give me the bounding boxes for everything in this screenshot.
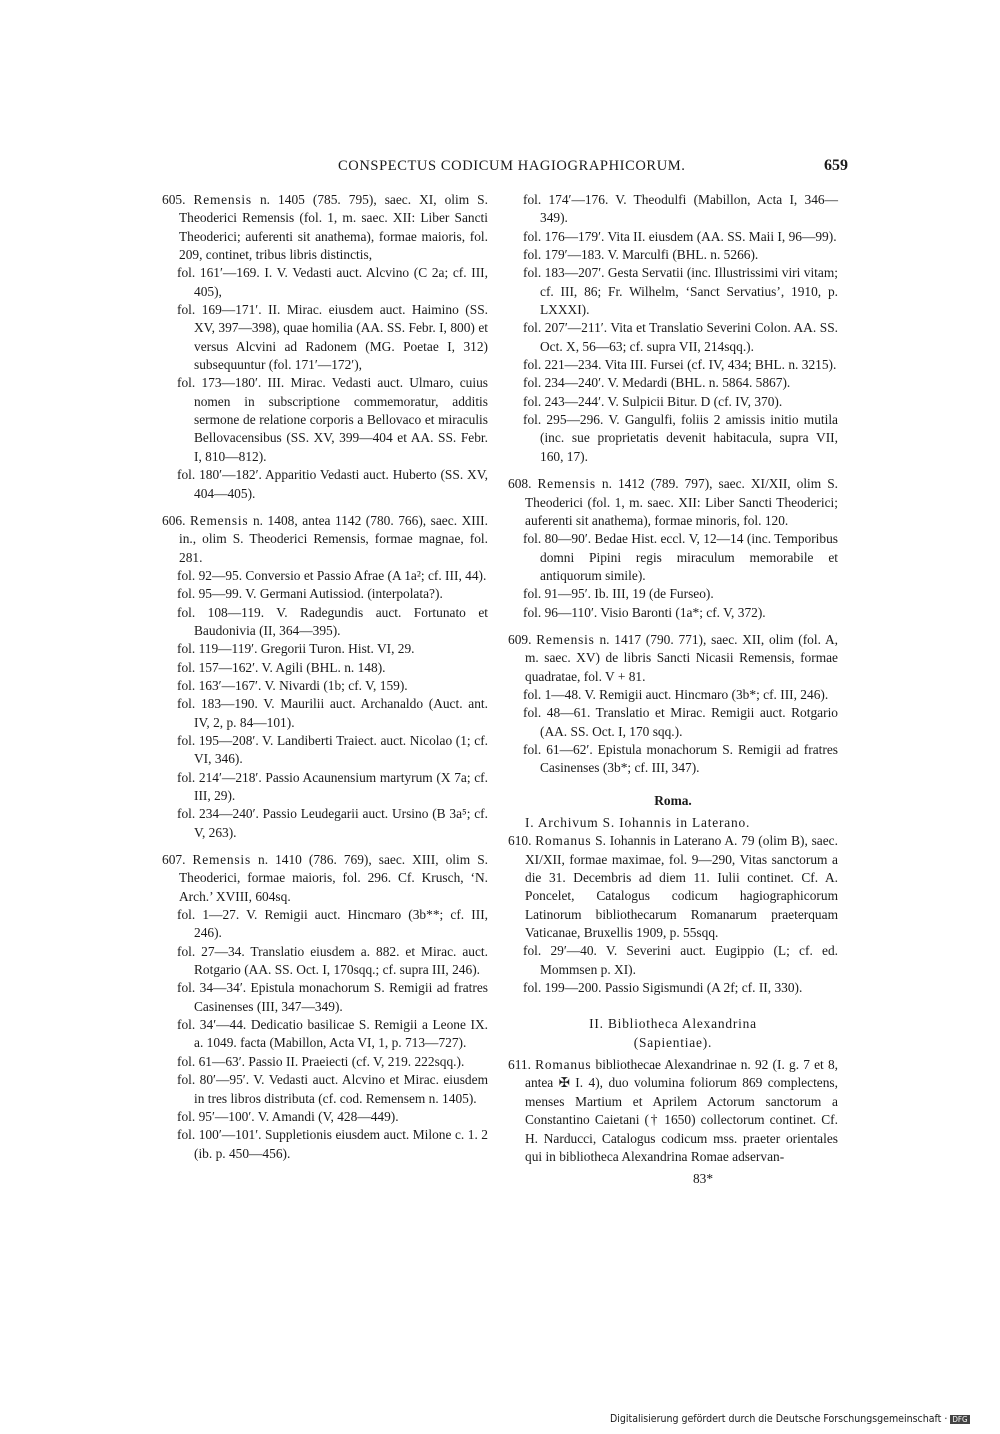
dfg-logo: DFG — [952, 1414, 968, 1424]
archive-heading-line1: II. Bibliotheca Alexandrina — [589, 1016, 757, 1032]
folio-item: fol. 92—95. Conversio et Passio Afrae (A 1a²; cf. III, 44). — [177, 567, 487, 583]
folio-item: fol. 295—296. V. Gangulfi, foliis 2 amissis initio mutila (inc. sue proprietatis devenit habitacula, supra VII, 160, 17). — [523, 412, 838, 464]
page-header — [338, 158, 858, 180]
folio-item: fol. 214′—218′. Passio Acaunensium martyrum (X 7a; cf. III, 29). — [177, 769, 488, 803]
entry-number: 609. — [508, 631, 532, 647]
entry-text: S. Iohannis in Laterano A. 79 (olim B), saec. XI/XII, formae maximae, fol. 9—290, Vitas sanctorum a die 31. Decembris ad diem 11. Iulii continet. Cf. A. Poncelet, Catalogus codicum hagiographicorum Latinorum bibliothecarum Romanarum praeterquam Vaticanae, Bruxellis 1909, p. 55sqq. — [525, 833, 838, 941]
folio-item: fol. 157—162′. V. Agili (BHL. n. 148). — [177, 659, 386, 675]
entry-number: 608. — [508, 476, 532, 492]
folio-item: fol. 163′—167′. V. Nivardi (1b; cf. V, 159). — [177, 677, 408, 693]
folio-item: fol. 173—180′. III. Mirac. Vedasti auct. Ulmaro, cuius nomen in subscriptione commemoratur, additis sermone de relatione corporis a Bellovaco et miraculis Bellovacensibus (SS. XV, 399—404 et AA. SS. Febr. I, 810—812). — [177, 375, 488, 464]
entry-610 — [508, 832, 838, 942]
folio-item: fol. 27—34. Translatio eiusdem a. 882. et Mirac. auct. Rotgario (AA. SS. Oct. I, 170sqq.; cf. supra III, 246). — [177, 943, 488, 978]
folio-item: fol. 80′—95′. V. Vedasti auct. Alcvino et Mirac. eiusdem in tres libros distributa (cf. cod. Remensem n. 1405). — [177, 1072, 488, 1106]
folio-item: fol. 183—190. V. Maurilii auct. Archanaldo (Auct. ant. IV, 2, p. 84—101). — [177, 696, 488, 730]
entry-text: n. 1417 (790. 771), saec. XII, olim (fol. A, m. saec. XV) de libris Sancti Nicasii Remensis, formae quadratae, fol. V + 81. — [525, 631, 838, 684]
folio-item: fol. 95′—100′. V. Amandi (V, 428—449). — [177, 1108, 399, 1124]
folio-item: fol. 180′—182′. Apparitio Vedasti auct. Huberto (SS. XV, 404—405). — [177, 467, 488, 501]
library-name: Remensis — [192, 852, 251, 868]
running-title: CONSPECTUS CODICUM HAGIOGRAPHICORUM. — [338, 158, 686, 174]
folio-item: fol. 1—27. V. Remigii auct. Hincmaro (3b**; cf. III, 246). — [177, 907, 488, 941]
folio-item: fol. 29′—40. V. Severini auct. Eugippio (L; cf. ed. Mommsen p. XI). — [523, 943, 838, 977]
folio-item: fol. 34—34′. Epistula monachorum S. Remigii ad fratres Casinenses (III, 347—349). — [177, 980, 488, 1014]
entry-607 — [162, 851, 488, 906]
folio-item: fol. 91—95′. Ib. III, 19 (de Furseo). — [523, 586, 714, 602]
folio-item: fol. 100′—101′. Suppletionis eiusdem auct. Milone c. 1. 2 (ib. p. 450—456). — [177, 1127, 488, 1161]
entry-text: n. 1410 (786. 769), saec. XIII, olim S. Theoderici, formae maioris, fol. 296. Cf. Krusch, ‘N. Arch.’ XVIII, 604sq. — [179, 852, 488, 904]
entry-608 — [508, 475, 838, 530]
folio-item: fol. 207′—211′. Vita et Translatio Severini Colon. AA. SS. Oct. X, 56—63; cf. supra VII, 214sqq.). — [523, 320, 838, 354]
folio-item: fol. 199—200. Passio Sigismundi (A 2f; cf. II, 330). — [523, 980, 803, 996]
entry-number: 611. — [508, 1057, 531, 1073]
library-name: Remensis — [537, 476, 596, 492]
folio-item: fol. 95—99. V. Germani Autissiod. (interpolata?). — [177, 586, 443, 602]
folio-item: fol. 195—208′. V. Landiberti Traiect. auct. Nicolao (1; cf. VI, 346). — [177, 732, 488, 767]
folio-item: fol. 221—234. Vita III. Fursei (cf. IV, 434; BHL. n. 3215). — [523, 357, 837, 373]
library-name: Remensis — [536, 631, 595, 647]
folio-item: fol. 1—48. V. Remigii auct. Hincmaro (3b*; cf. III, 246). — [523, 686, 829, 702]
folio-item: fol. 80—90′. Bedae Hist. eccl. V, 12—14 (inc. Temporibus domni Pipini regis miraculum memorabile et antiquorum simile). — [523, 531, 838, 583]
signature-mark: 83* — [692, 1171, 714, 1187]
entry-606 — [162, 512, 488, 567]
folio-item: fol. 119—119′. Gregorii Turon. Hist. VI, 29. — [177, 641, 415, 657]
folio-item: fol. 61—62′. Epistula monachorum S. Remigii ad fratres Casinenses (3b*; cf. III, 347). — [523, 741, 838, 776]
entry-text: bibliothecae Alexandrinae n. 92 (I. g. 7 et 8, antea ✠ I. 4), duo volumina foliorum 869 complectens, menses Martium et Aprilem Actorum sanctorum a Constantino Caietani († 1650) collectorum continet. Cf. H. Narducci, Catalogus codicum mss. praeter orientales qui in bibliotheca Alexandrina Romae adservan- — [525, 1057, 839, 1164]
folio-item: fol. 61—63′. Passio II. Praeiecti (cf. V, 219. 222sqq.). — [177, 1053, 465, 1069]
folio-item: fol. 234—240′. V. Medardi (BHL. n. 5864. 5867). — [523, 375, 791, 391]
entry-number: 606. — [162, 512, 186, 528]
entry-text: n. 1405 (785. 795), saec. XI, olim S. Theoderici Remensis (fol. 1, m. saec. XII: Liber Sancti Theoderici; auferenti sit anathema), formae maioris, fol. 209, continet, tribus libris distinctis, — [179, 192, 488, 263]
footer-credit — [610, 1413, 990, 1427]
folio-item: fol. 243—244′. V. Sulpicii Bitur. D (cf. IV, 370). — [523, 393, 783, 409]
folio-item: fol. 183—207′. Gesta Servatii (inc. Illustrissimi viri vitam; cf. III, 86; Fr. Wilhelm, ‘Sanct Servatius’, 1910, p. LXXXI). — [523, 265, 838, 318]
folio-item: fol. 234—240′. Passio Leudegarii auct. Ursino (B 3a⁵; cf. V, 263). — [177, 806, 488, 840]
library-name: Romanus — [535, 833, 592, 849]
folio-item: fol. 96—110′. Visio Baronti (1a*; cf. V, 372). — [523, 604, 766, 620]
folio-item: fol. 176—179′. Vita II. eiusdem (AA. SS. Maii I, 96—99). — [523, 228, 837, 244]
archive-heading — [508, 1015, 838, 1052]
folio-item: fol. 174′—176. V. Theodulfi (Mabillon, Acta I, 346—349). — [523, 192, 838, 226]
page-number: 659 — [824, 157, 848, 174]
archive-heading: I. Archivum S. Iohannis in Laterano. — [525, 815, 751, 830]
folio-item: fol. 161′—169. I. V. Vedasti auct. Alcvino (C 2a; cf. III, 405), — [177, 265, 488, 299]
library-name: Remensis — [189, 512, 249, 528]
folio-item: fol. 34′—44. Dedicatio basilicae S. Remigii a Leone IX. a. 1049. facta (Mabillon, Acta VI, 1, p. 713—727). — [177, 1017, 488, 1051]
section-heading-roma: Roma. — [654, 792, 692, 808]
folio-item: fol. 48—61. Translatio et Mirac. Remigii auct. Rotgario (AA. SS. Oct. I, 170 sqq.). — [523, 705, 838, 739]
entry-number: 605. — [162, 192, 186, 207]
right-column — [508, 191, 838, 1189]
folio-item: fol. 179′—183. V. Marculfi (BHL. n. 5266). — [523, 247, 759, 263]
entry-number: 607. — [162, 852, 186, 868]
entry-609 — [508, 631, 838, 686]
archive-heading-line2: (Sapientiae). — [633, 1034, 713, 1050]
entry-605 — [162, 191, 488, 264]
library-name: Romanus — [535, 1057, 592, 1073]
entry-number: 610. — [508, 833, 532, 849]
folio-item: fol. 108—119. V. Radegundis auct. Fortunato et Baudonivia (II, 364—395). — [177, 604, 488, 638]
folio-item: fol. 169—171′. II. Mirac. eiusdem auct. Haimino (SS. XV, 397—398), quae homilia (AA. SS. Febr. I, 800) et versus Alcvini ad Radonem (MG. Poetae I, 312) subsequuntur (fol. 171′—172′), — [177, 302, 488, 373]
entry-text: n. 1408, antea 1142 (780. 766), saec. XIII. in., olim S. Theoderici Remensis, formae magnae, fol. 281. — [179, 512, 488, 565]
entry-611 — [508, 1056, 838, 1166]
library-name: Remensis — [193, 192, 252, 207]
left-column — [162, 191, 488, 1163]
footer-text: Digitalisierung gefördert durch die Deutsche Forschungsgemeinschaft · — [610, 1413, 948, 1425]
entry-text: n. 1412 (789. 797), saec. XI/XII, olim S. Theoderici (fol. 1, m. saec. XII: Liber Sancti Theoderici; auferenti sit anathema), formae minoris, fol. 120. — [525, 476, 838, 528]
